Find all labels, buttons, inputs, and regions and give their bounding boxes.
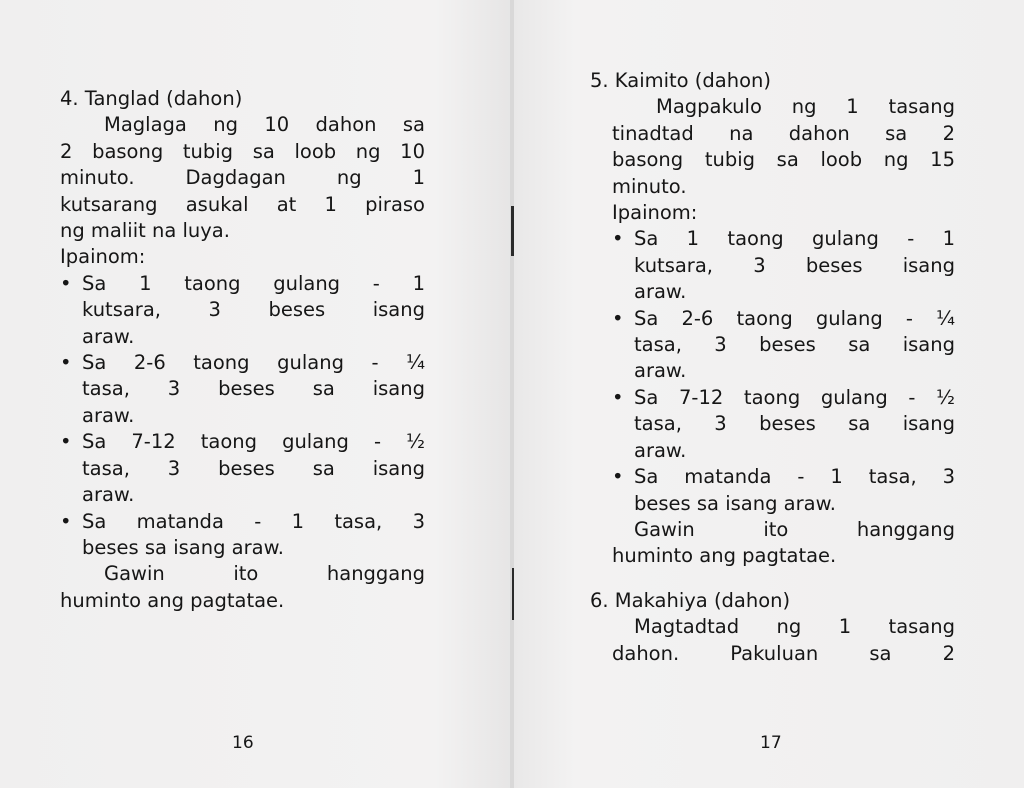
dose-line: tasa, 3 beses sa isang <box>82 456 425 480</box>
left-page-content <box>60 86 425 614</box>
dose-item <box>590 385 955 464</box>
section-heading-tanglad: 4. Tanglad (dahon) <box>60 87 243 110</box>
dose-line: araw. <box>82 403 135 427</box>
instruction-line: tinadtad na dahon sa 2 <box>612 121 955 145</box>
dose-line: beses sa isang araw. <box>82 535 284 559</box>
bullet-icon: • <box>60 271 72 295</box>
bullet-icon: • <box>60 509 72 533</box>
dose-line: Sa matanda - 1 tasa, 3 <box>634 465 955 489</box>
bullet-icon: • <box>612 465 624 489</box>
dose-item <box>60 429 425 508</box>
dose-line: araw. <box>634 280 687 304</box>
dose-line: kutsara, 3 beses isang <box>82 298 425 322</box>
dose-line: Sa 1 taong gulang - 1 <box>634 227 955 251</box>
page-number: 17 <box>760 733 782 753</box>
instruction-paragraph <box>60 112 425 244</box>
section-heading-kaimito: 5. Kaimito (dahon) <box>590 69 771 92</box>
dose-line: tasa, 3 beses sa isang <box>82 377 425 401</box>
dose-item <box>590 306 955 385</box>
bullet-icon: • <box>612 306 624 330</box>
dose-line: beses sa isang araw. <box>634 491 836 515</box>
dose-item <box>60 509 425 562</box>
closing-paragraph <box>60 561 425 587</box>
instruction-line: Magpakulo ng 1 tasang <box>656 95 955 119</box>
dose-line: Sa 7-12 taong gulang - ½ <box>634 385 955 409</box>
instruction-line: 2 basong tubig sa loob ng 10 <box>60 139 425 163</box>
dose-line: tasa, 3 beses sa isang <box>634 412 955 436</box>
instruction-line: minuto. Dagdagan ng 1 <box>60 166 425 190</box>
dose-item <box>590 464 955 517</box>
dose-line: Sa 7-12 taong gulang - ½ <box>82 430 425 454</box>
page-number: 16 <box>232 733 254 753</box>
right-page <box>514 0 1024 788</box>
dose-item <box>60 271 425 350</box>
bullet-icon: • <box>60 351 72 375</box>
bullet-icon: • <box>60 430 72 454</box>
dose-line: araw. <box>82 483 135 507</box>
dose-line: araw. <box>634 359 687 383</box>
dose-item <box>590 226 955 305</box>
instruction-line: Magtadtad ng 1 tasang <box>634 615 955 639</box>
closing-line: Gawin ito hanggang <box>634 517 955 541</box>
dose-line: kutsara, 3 beses isang <box>634 253 955 277</box>
dose-line: araw. <box>82 324 135 348</box>
instruction-line: ng maliit na luya. <box>60 219 230 243</box>
instruction-line: Maglaga ng 10 dahon sa <box>104 113 425 137</box>
instruction-paragraph <box>590 94 955 200</box>
drink-label: Ipainom: <box>60 245 146 269</box>
closing-line: huminto ang pagtatae. <box>60 588 285 612</box>
instruction-line: minuto. <box>612 174 687 198</box>
dose-line: Sa matanda - 1 tasa, 3 <box>82 509 425 533</box>
instruction-line: basong tubig sa loob ng 15 <box>612 148 955 172</box>
dose-line: araw. <box>634 438 687 462</box>
section-heading-makahiya: 6. Makahiya (dahon) <box>590 588 791 612</box>
closing-line: Gawin ito hanggang <box>104 562 425 586</box>
dose-line: Sa 2-6 taong gulang - ¼ <box>82 351 425 375</box>
dose-line: Sa 2-6 taong gulang - ¼ <box>634 306 955 330</box>
bullet-icon: • <box>612 385 624 409</box>
dose-line: Sa 1 taong gulang - 1 <box>82 271 425 295</box>
bullet-icon: • <box>612 227 624 251</box>
dose-item <box>60 350 425 429</box>
drink-label: Ipainom: <box>612 201 698 225</box>
instruction-line: kutsarang asukal at 1 piraso <box>60 192 425 216</box>
closing-line: huminto ang pagtatae. <box>612 544 837 568</box>
dose-line: tasa, 3 beses sa isang <box>634 333 955 357</box>
instruction-line: dahon. Pakuluan sa 2 <box>612 641 955 665</box>
right-page-content <box>590 68 955 667</box>
